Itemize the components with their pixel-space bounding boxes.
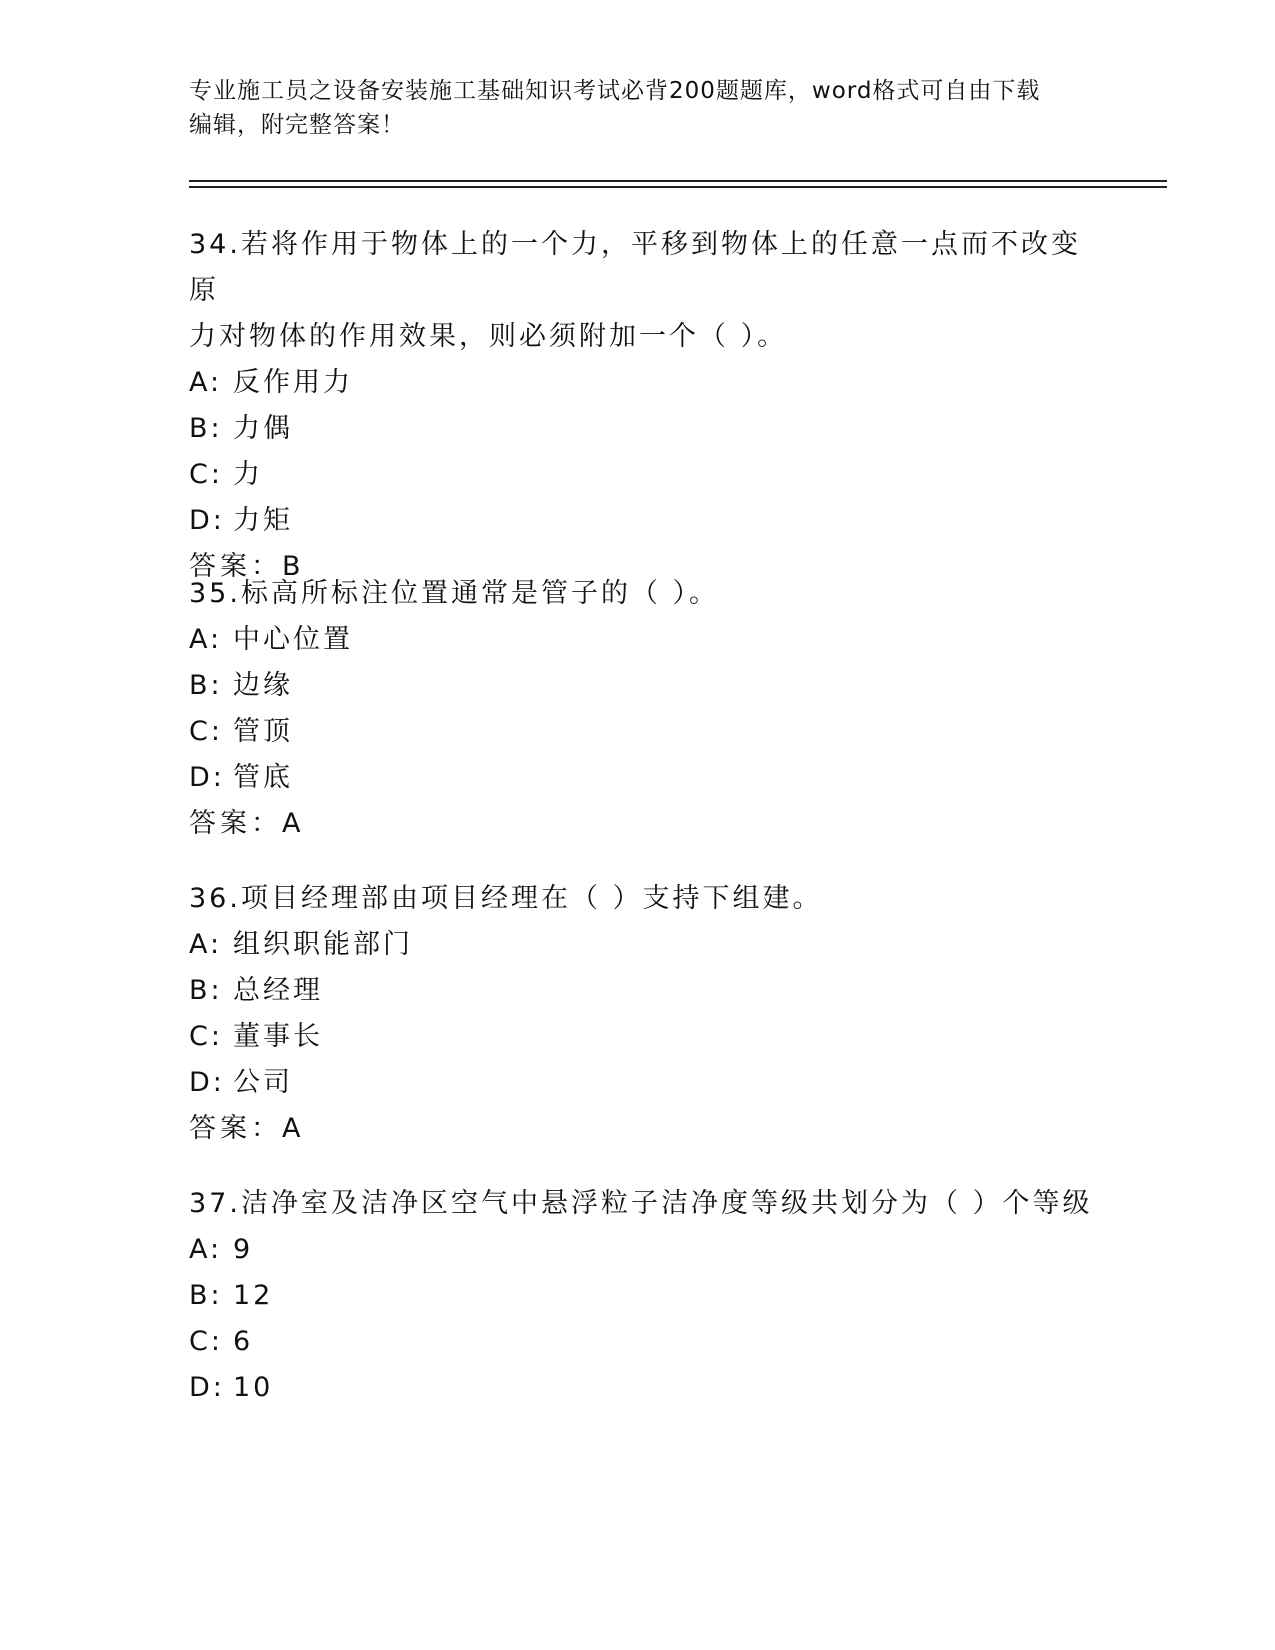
option-text: 6 — [233, 1326, 254, 1357]
option-key: C: — [189, 1021, 223, 1052]
option-key: B: — [189, 1280, 223, 1311]
document-header — [189, 74, 1089, 142]
option-key: A: — [189, 929, 223, 960]
option-text: 中心位置 — [233, 624, 353, 655]
option-text: 力 — [233, 459, 263, 490]
answer-label: 答案： — [189, 551, 282, 582]
option-b — [189, 663, 1109, 709]
option-key: C: — [189, 459, 223, 490]
option-b — [189, 1273, 1109, 1319]
option-text: 总经理 — [233, 975, 323, 1006]
option-d — [189, 498, 1109, 544]
answer-line — [189, 801, 1109, 847]
option-text: 力偶 — [233, 413, 293, 444]
option-a — [189, 922, 1109, 968]
option-key: A: — [189, 624, 223, 655]
option-key: B: — [189, 975, 223, 1006]
option-text: 力矩 — [233, 505, 293, 536]
header-line-2: 编辑，附完整答案！ — [189, 112, 405, 138]
option-text: 反作用力 — [233, 367, 353, 398]
option-c — [189, 1319, 1109, 1365]
option-b — [189, 406, 1109, 452]
option-d — [189, 1365, 1109, 1411]
option-key: C: — [189, 1326, 223, 1357]
option-d — [189, 1060, 1109, 1106]
option-text: 管底 — [233, 762, 293, 793]
option-c — [189, 709, 1109, 755]
option-text: 组织职能部门 — [233, 929, 413, 960]
option-d — [189, 755, 1109, 801]
option-key: D: — [189, 1372, 225, 1403]
option-key: A: — [189, 367, 223, 398]
header-divider-top — [189, 180, 1167, 182]
option-text: 9 — [233, 1234, 254, 1265]
question-36 — [189, 876, 1109, 1152]
option-text: 公司 — [233, 1067, 293, 1098]
question-stem-line: 36.项目经理部由项目经理在（ ）支持下组建。 — [189, 883, 823, 914]
option-c — [189, 1014, 1109, 1060]
question-37 — [189, 1181, 1109, 1411]
option-a — [189, 617, 1109, 663]
answer-label: 答案： — [189, 808, 282, 839]
question-stem-line: 37.洁净室及洁净区空气中悬浮粒子洁净度等级共划分为（ ）个等级 — [189, 1188, 1093, 1219]
option-text: 12 — [233, 1280, 274, 1311]
answer-value: B — [282, 551, 303, 582]
question-stem-line: 34.若将作用于物体上的一个力，平移到物体上的任意一点而不改变原 — [189, 229, 1081, 306]
option-c — [189, 452, 1109, 498]
option-text: 董事长 — [233, 1021, 323, 1052]
header-divider-bottom — [189, 186, 1167, 188]
answer-label: 答案： — [189, 1113, 282, 1144]
option-text: 管顶 — [233, 716, 293, 747]
header-line-1: 专业施工员之设备安装施工基础知识考试必背200题题库，word格式可自由下载 — [189, 78, 1041, 104]
option-key: B: — [189, 670, 223, 701]
option-key: C: — [189, 716, 223, 747]
answer-line — [189, 1106, 1109, 1152]
option-key: B: — [189, 413, 223, 444]
option-key: A: — [189, 1234, 223, 1265]
option-key: D: — [189, 1067, 225, 1098]
option-a — [189, 360, 1109, 406]
question-stem-line: 力对物体的作用效果，则必须附加一个（ ）。 — [189, 321, 788, 352]
question-stem-line: 35.标高所标注位置通常是管子的（ ）。 — [189, 578, 720, 609]
option-text: 10 — [233, 1372, 274, 1403]
answer-value: A — [282, 1113, 303, 1144]
answer-value: A — [282, 808, 303, 839]
question-34 — [189, 222, 1109, 590]
option-key: D: — [189, 762, 225, 793]
option-b — [189, 968, 1109, 1014]
question-35 — [189, 571, 1109, 847]
option-text: 边缘 — [233, 670, 293, 701]
option-a — [189, 1227, 1109, 1273]
option-key: D: — [189, 505, 225, 536]
